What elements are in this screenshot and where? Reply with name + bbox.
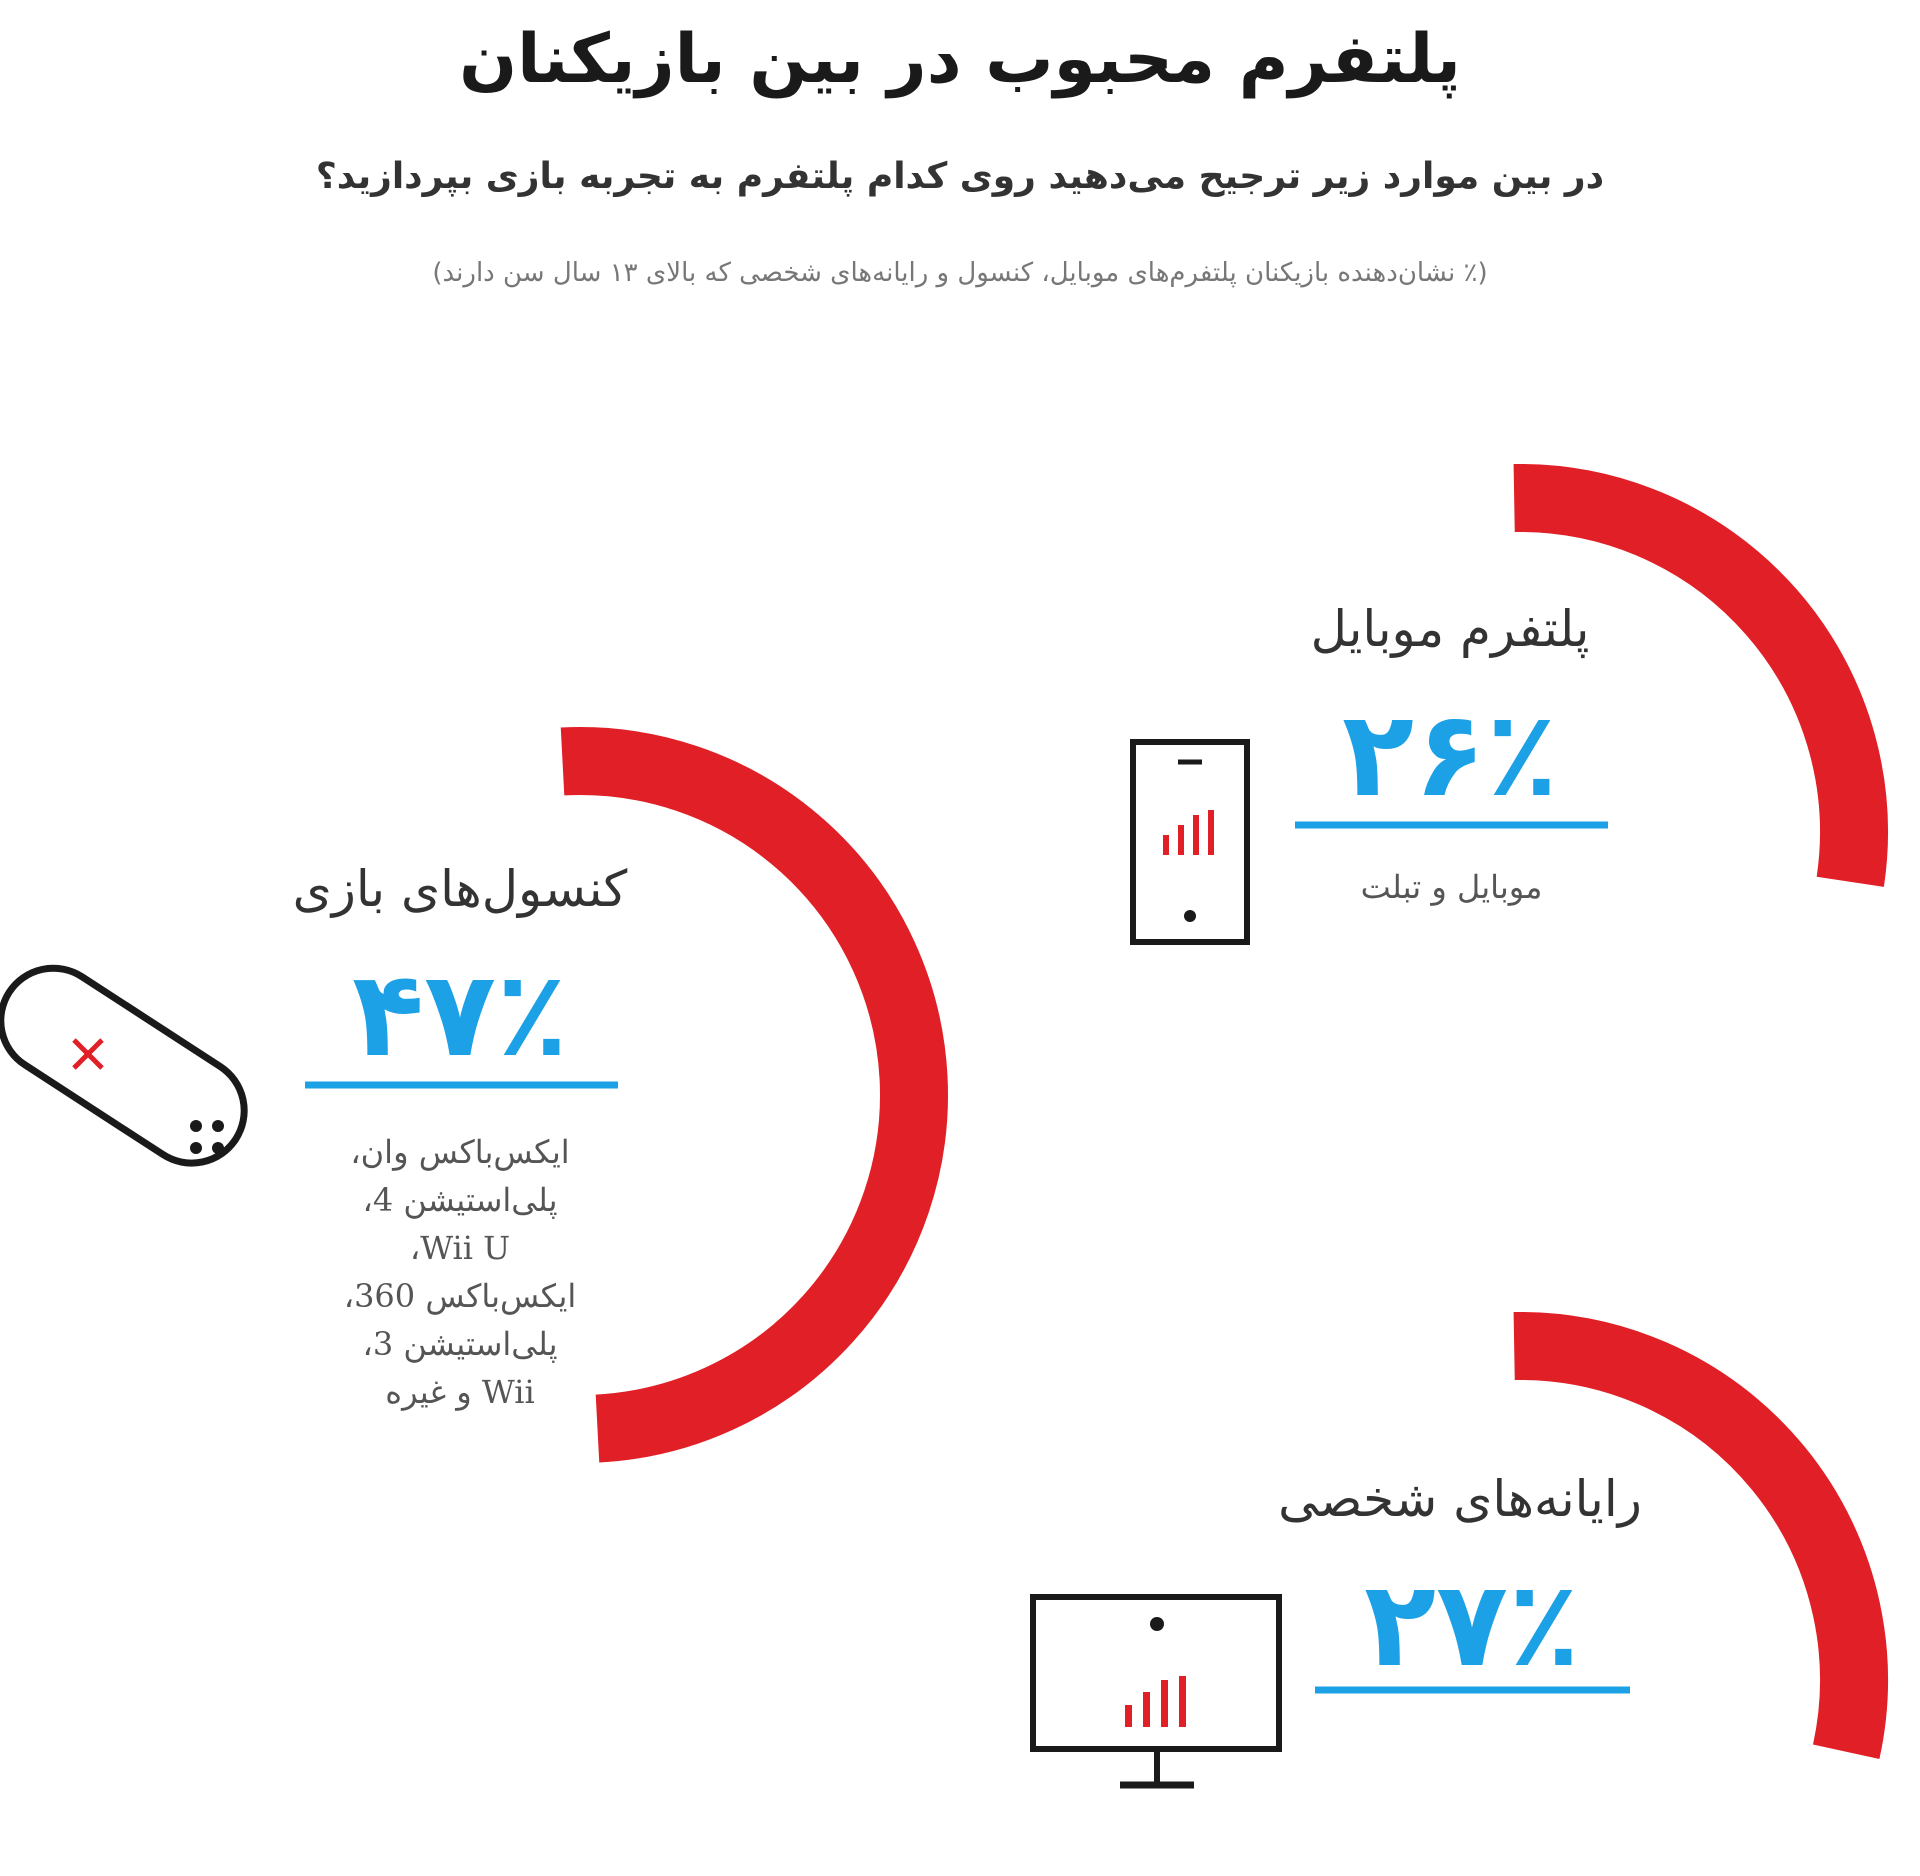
subtitle: در بین موارد زیر ترجیح می‌دهید روی کدام پلتفرم به تجربه بازی بپردازید؟ bbox=[315, 156, 1605, 197]
pc-name: رایانه‌های شخصی bbox=[1278, 1470, 1642, 1528]
mobile-desc: موبایل و تبلت bbox=[1360, 868, 1543, 906]
footnote: (٪ نشان‌دهنده بازیکنان پلتفرم‌های موبایل، کنسول و رایانه‌های شخصی که بالای ۱۳ سال سن دارند) bbox=[432, 258, 1488, 288]
console-desc: ایکس‌باکس وان، پلی‌استیشن 4، Wii U، ایکس‌باکس 360، پلی‌استیشن 3، Wii و غیره bbox=[343, 1133, 577, 1411]
console-percent: ۴۷٪ bbox=[351, 945, 569, 1083]
pc-percent: ۲۷٪ bbox=[1363, 1555, 1581, 1693]
gamepad-icon bbox=[0, 948, 264, 1183]
mobile-name: پلتفرم موبایل bbox=[1310, 600, 1590, 658]
console-name: کنسول‌های بازی bbox=[292, 860, 628, 918]
monitor-icon bbox=[1033, 1597, 1279, 1785]
smartphone-icon bbox=[1133, 742, 1247, 942]
page-title: پلتفرم محبوب در بین بازیکنان bbox=[459, 20, 1461, 99]
mobile-percent: ۲۶٪ bbox=[1341, 685, 1559, 823]
